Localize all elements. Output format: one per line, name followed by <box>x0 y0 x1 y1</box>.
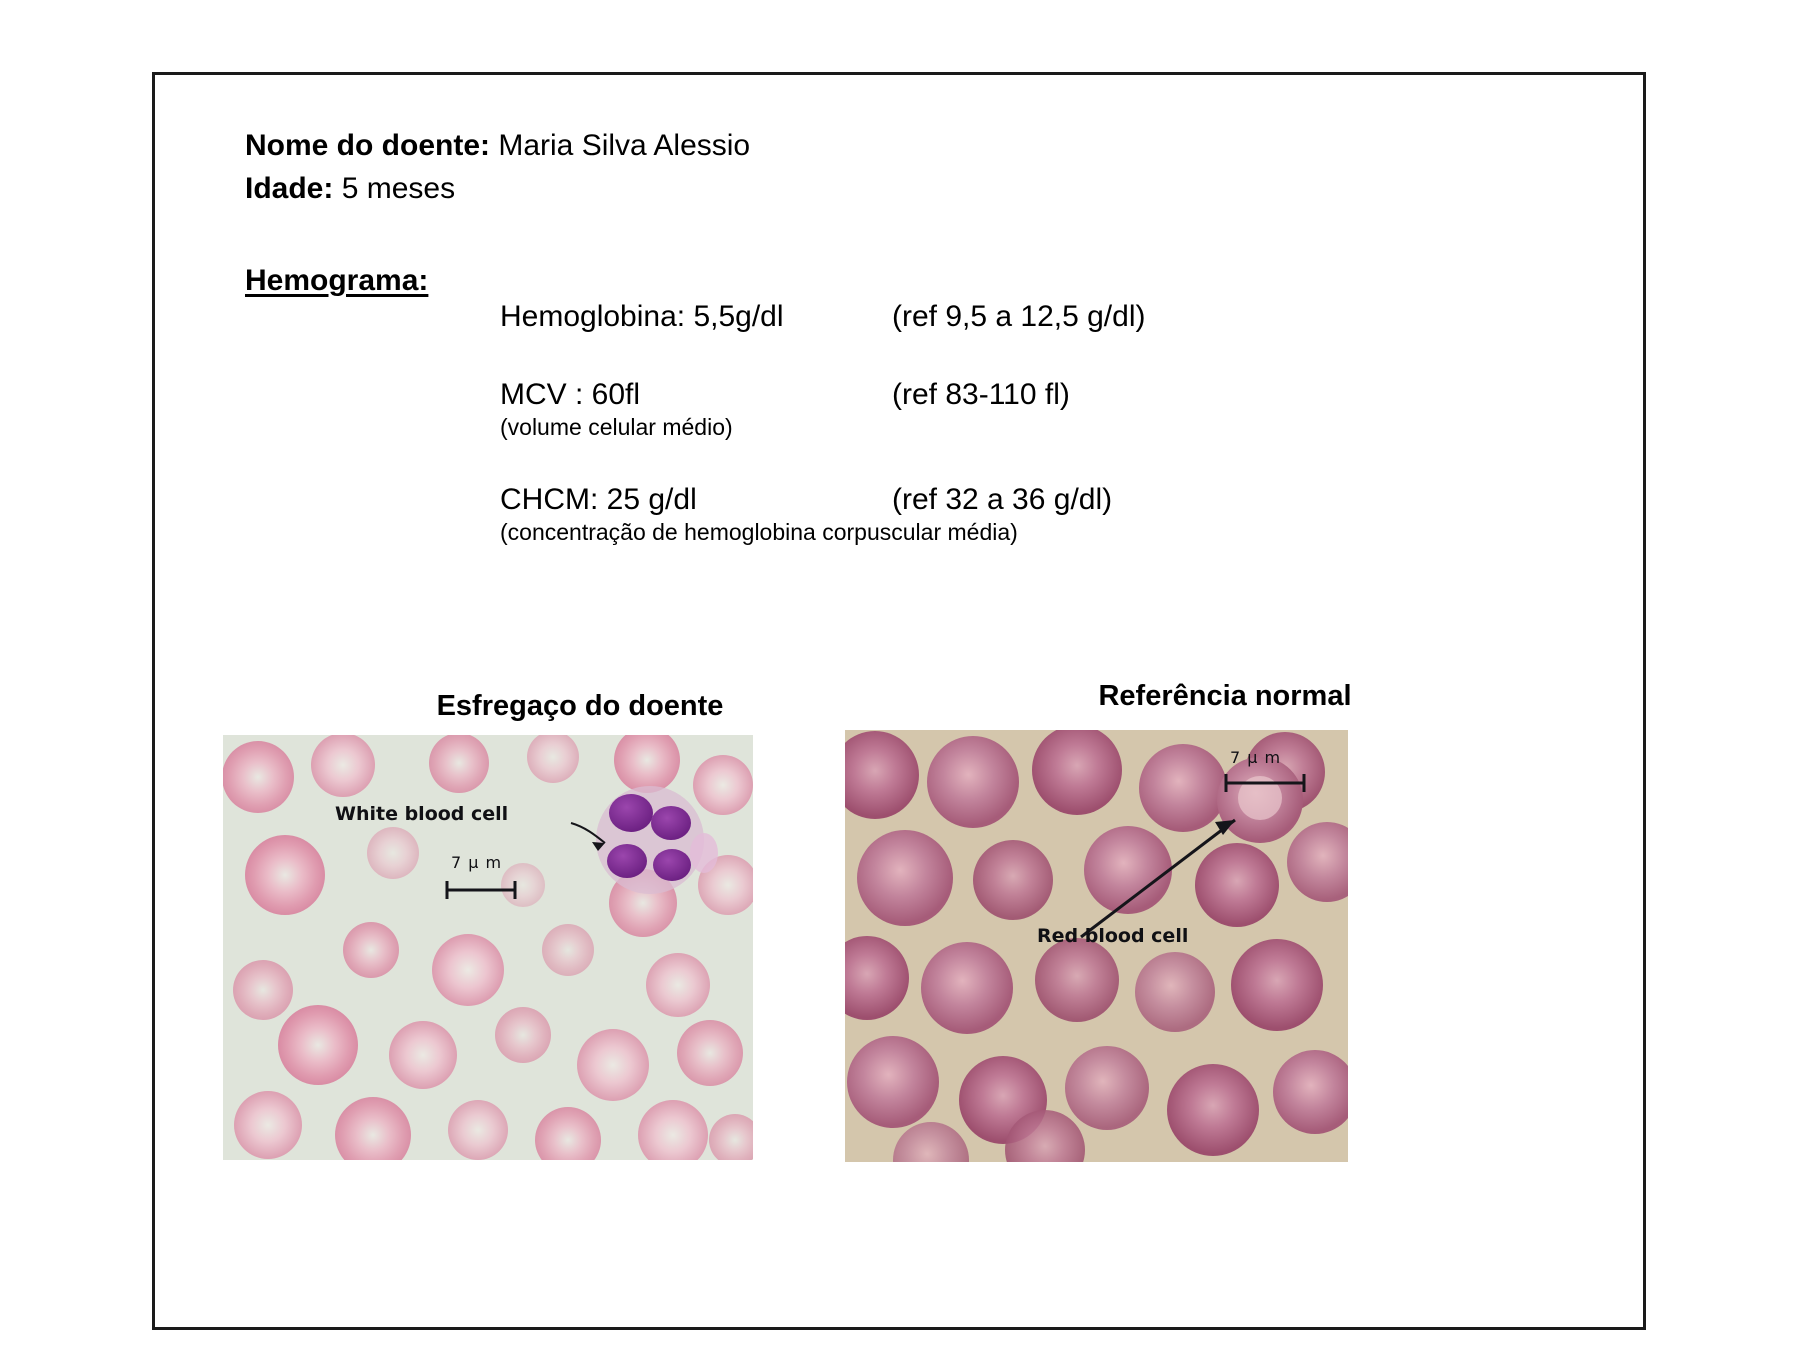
patient-name-value: Maria Silva Alessio <box>498 129 751 162</box>
patient-smear-svg <box>223 735 753 1160</box>
lab-reference: (ref 32 a 36 g/dl) <box>892 483 1113 516</box>
white-blood-cell-annotation: White blood cell <box>335 803 509 825</box>
patient-name-line <box>245 125 750 168</box>
lab-subtitle: (volume celular médio) <box>500 414 733 440</box>
lab-name: Hemoglobina: 5,5g/dl <box>500 300 784 333</box>
hemogram-heading: Hemograma: <box>245 264 429 297</box>
patient-age-line <box>245 168 750 211</box>
figure-caption-patient-smear: Esfregaço do doente <box>436 690 724 722</box>
patient-info <box>245 125 750 210</box>
lab-reference: (ref 9,5 a 12,5 g/dl) <box>892 300 1146 333</box>
spacer <box>500 334 1500 378</box>
patient-age-value: 5 meses <box>341 171 456 205</box>
red-blood-cell-annotation: Red blood cell <box>1037 925 1189 947</box>
lab-row <box>500 378 1500 412</box>
spacer <box>500 441 1500 483</box>
lab-reference: (ref 83-110 fl) <box>892 378 1070 411</box>
lab-row <box>500 300 1500 334</box>
lab-name: MCV : 60fl <box>500 378 641 411</box>
lab-row <box>500 483 1500 517</box>
patient-name-label: Nome do doente: <box>245 129 490 162</box>
patient-smear-image <box>223 735 753 1160</box>
slide-frame <box>152 72 1646 1330</box>
hemogram-results <box>500 300 1500 546</box>
figure-caption-normal-reference: Referência normal <box>1098 680 1352 712</box>
lab-subtitle: (concentração de hemoglobina corpuscular média) <box>500 519 1018 545</box>
lab-name: CHCM: 25 g/dl <box>500 483 697 516</box>
normal-reference-image <box>845 730 1348 1162</box>
patient-age-label: Idade: <box>245 171 334 205</box>
scale-label-right: 7 µ m <box>1230 748 1282 767</box>
scale-label-left: 7 µ m <box>451 853 503 872</box>
